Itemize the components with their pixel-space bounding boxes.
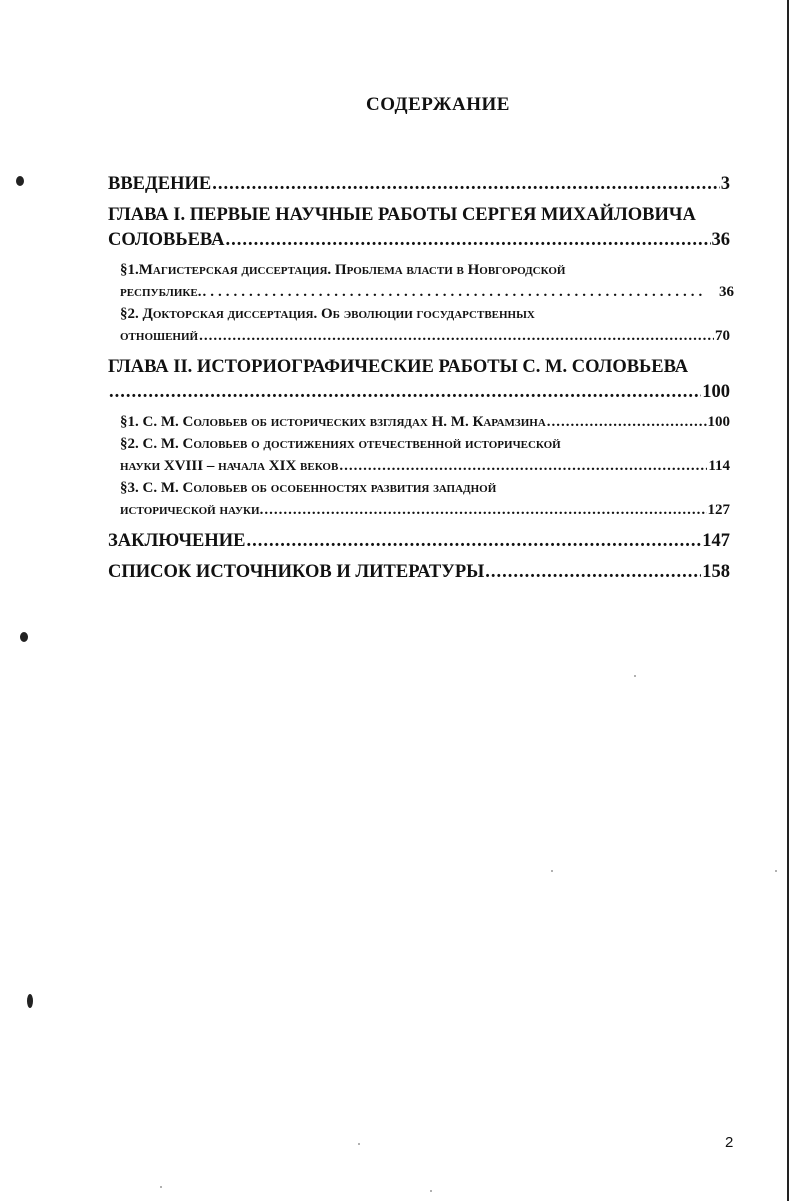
binding-hole-mark (27, 994, 33, 1008)
scan-speck (634, 675, 636, 677)
dot-leader (109, 380, 701, 405)
dot-leader (202, 281, 704, 303)
binding-hole-mark (20, 632, 28, 642)
toc-entry-page: 100 (707, 414, 730, 430)
toc-entry-conclusion (108, 529, 730, 554)
toc-entry-title: ГЛАВА II. ИСТОРИОГРАФИЧЕСКИЕ РАБОТЫ С. М. СОЛОВЬЕВА (108, 357, 689, 377)
table-of-contents (108, 172, 734, 591)
toc-entry-title-cont: СОЛОВЬЕВА (108, 230, 225, 250)
toc-entry-title: §1. С. М. Соловьев об исторических взглядах Н. М. Карамзина (120, 414, 546, 430)
toc-entry-title-cont: отношений (120, 328, 199, 344)
dot-leader (212, 172, 720, 197)
dot-leader (247, 529, 702, 554)
toc-entry-title: §2. С. М. Соловьев о достижениях отечественной исторической (120, 436, 561, 452)
scan-speck (160, 1186, 162, 1188)
toc-entry-page: 114 (708, 458, 730, 474)
scan-speck (430, 1190, 432, 1192)
toc-entry-title-cont: исторической науки. (120, 502, 264, 518)
toc-entry-title: ЗАКЛЮЧЕНИЕ (108, 531, 246, 551)
toc-entry-title-cont: науки XVIII – начала XIX веков (120, 458, 339, 474)
page-number: 2 (725, 1134, 734, 1151)
dot-leader (547, 411, 707, 433)
toc-entry-page: 100 (702, 382, 730, 402)
toc-entry-introduction (108, 172, 730, 197)
scan-edge (787, 0, 789, 1201)
binding-hole-mark (16, 176, 24, 186)
dot-leader (264, 499, 706, 521)
dot-leader (199, 325, 714, 347)
toc-entry-title: §3. С. М. Соловьев об особенностях развития западной (120, 480, 497, 496)
toc-entry-page: 36 (711, 230, 730, 250)
toc-entry-section-1-2 (120, 303, 730, 347)
toc-entry-page: 158 (702, 562, 730, 582)
toc-entry-section-2-3 (120, 477, 730, 521)
toc-entry-title: СПИСОК ИСТОЧНИКОВ И ЛИТЕРАТУРЫ (108, 562, 485, 582)
toc-entry-chapter-1 (108, 203, 730, 253)
toc-entry-title: ГЛАВА I. ПЕРВЫЕ НАУЧНЫЕ РАБОТЫ СЕРГЕЯ МИХАЙЛОВИЧА (108, 205, 696, 225)
toc-entry-section-2-2 (120, 433, 730, 477)
toc-entry-section-1-1 (120, 259, 734, 303)
toc-entry-page: 127 (707, 502, 730, 518)
dot-leader (339, 455, 707, 477)
toc-entry-page: 70 (715, 328, 730, 344)
toc-entry-chapter-2 (108, 355, 730, 405)
toc-entry-sources (108, 560, 730, 585)
dot-leader (225, 228, 710, 253)
page-title: СОДЕРЖАНИЕ (366, 94, 510, 115)
scan-speck (775, 870, 777, 872)
toc-entry-page: 36 (719, 284, 734, 300)
dot-leader (485, 560, 701, 585)
toc-entry-page: 147 (702, 531, 730, 551)
toc-entry-section-2-1 (120, 411, 730, 433)
toc-entry-page: 3 (720, 174, 730, 194)
scan-speck (551, 870, 553, 872)
toc-entry-title: ВВЕДЕНИЕ (108, 174, 212, 194)
scan-speck (358, 1143, 360, 1145)
toc-entry-title: §1.Магистерская диссертация. Проблема власти в Новгородской (120, 262, 566, 278)
toc-entry-title-cont: республике. (120, 284, 202, 300)
toc-entry-title: §2. Докторская диссертация. Об эволюции государственных (120, 306, 535, 322)
